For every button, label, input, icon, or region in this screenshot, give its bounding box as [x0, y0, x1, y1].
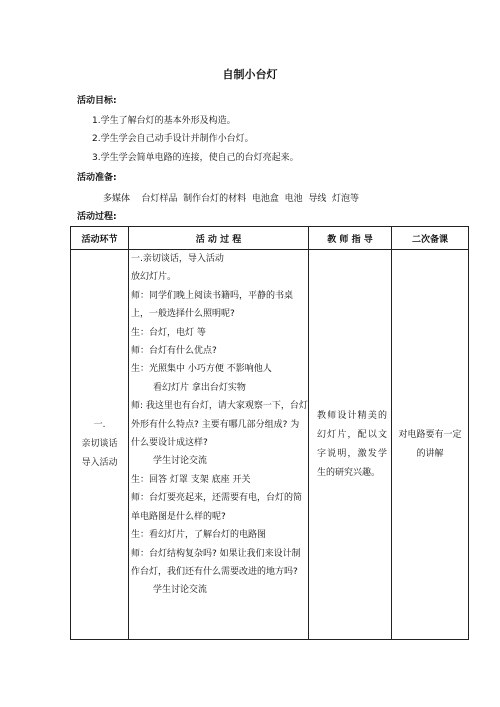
process-line: 生：回答 灯罩 支架 底座 开关: [131, 474, 251, 485]
prep-heading: 活动准备:: [77, 173, 117, 183]
stage-cell: [71, 250, 129, 640]
process-line: 师: 我这里也有台灯，请大家观察一下，台灯外形有什么特点? 主要有哪几部分组成? 为什么要设计成这样?: [131, 401, 308, 449]
process-table: [70, 226, 469, 640]
stage-label: 导入活动: [81, 458, 118, 468]
process-line: 师：台灯有什么优点?: [131, 346, 217, 357]
process-line: 生：看幻灯片，了解台灯的电路图: [131, 530, 267, 541]
second-prep-cell: 对电路要有一定的讲解: [392, 250, 469, 640]
process-heading: 活动过程:: [77, 212, 117, 222]
process-line: 一.亲切谈话，导入活动: [131, 254, 224, 264]
process-cell: [129, 250, 309, 640]
process-line: 师：同学们晚上阅读书籍吗，平静的书桌上，一般选择什么照明呢?: [131, 290, 294, 320]
stage-label: 亲切谈话: [81, 439, 118, 449]
header-guide: 教 师 指 导: [309, 227, 392, 250]
process-line: 学生讨论交流: [153, 456, 208, 467]
goals-heading: 活动目标:: [77, 96, 117, 106]
process-line: 师：台灯要亮起来，还需要有电，台灯的简单电路图是什么样的呢?: [131, 493, 303, 522]
header-stage: 活动环节: [71, 227, 129, 250]
goal-item: 1.学生了解台灯的基本外形及构造。: [92, 116, 236, 126]
goal-item: 2.学生学会自己动手设计并制作小台灯。: [92, 134, 254, 144]
header-process: 活 动 过 程: [129, 227, 309, 250]
page-title: 自制小台灯: [222, 68, 278, 81]
process-line: 生：光照集中 小巧方便 不影响他人: [131, 364, 272, 375]
process-line: 师：台灯结构复杂吗? 如果让我们来设计制作台灯，我们还有什么需要改进的地方吗?: [131, 548, 301, 577]
goal-item: 3.学生学会简单电路的连接，使自己的台灯亮起来。: [92, 153, 299, 163]
process-line: 学生讨论交流: [153, 585, 208, 596]
table-header-row: [71, 227, 469, 250]
header-remark: 二次备课: [392, 227, 469, 250]
process-line: 生：台灯，电灯 等: [131, 327, 206, 338]
process-line: 看幻灯片 拿出台灯实物: [153, 382, 246, 393]
process-line: 放幻灯片。: [131, 272, 177, 283]
stage-number: 一.: [93, 420, 106, 430]
prep-materials: 多媒体 台灯样品 制作台灯的材料 电池盒 电池 导线 灯泡等: [103, 194, 360, 204]
table-row: [71, 250, 469, 640]
teacher-guide-cell: 教师设计精美的幻灯片，配以文字说明，激发学生的研究兴趣。: [309, 250, 392, 640]
